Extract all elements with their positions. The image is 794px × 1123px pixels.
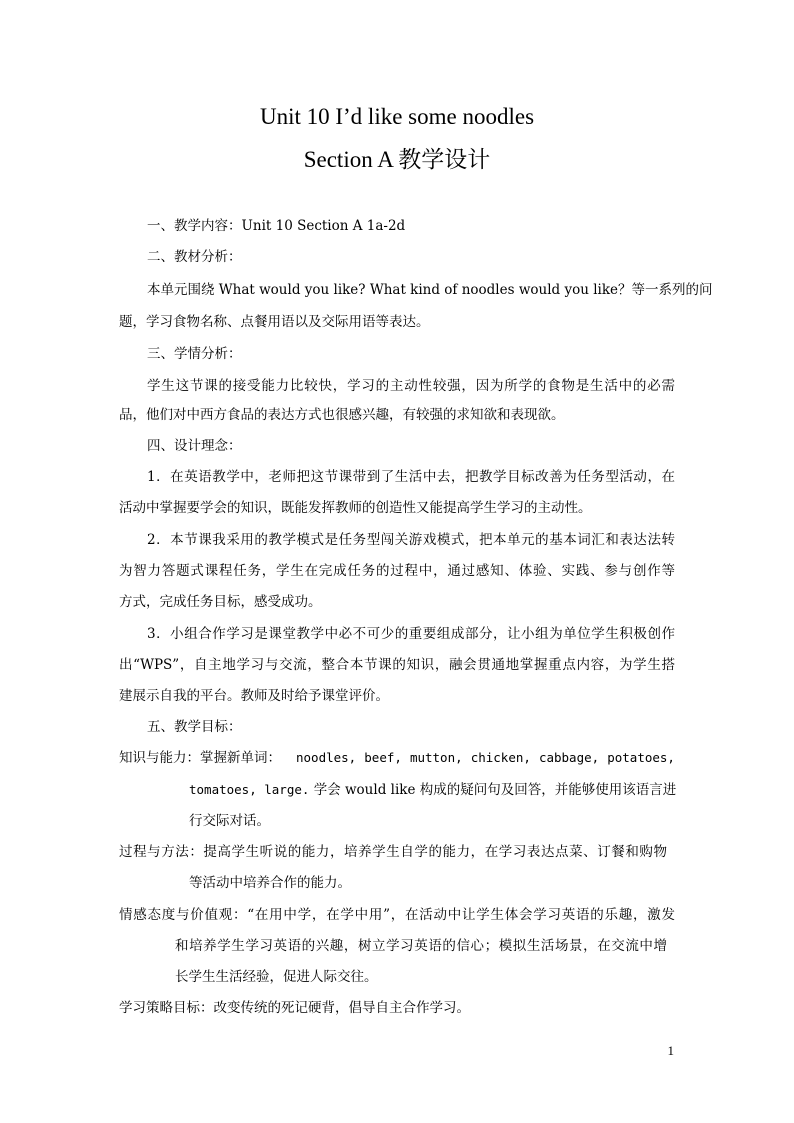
- vocabulary-word: noodles,: [296, 750, 357, 765]
- vocabulary-word: cabbage,: [538, 750, 600, 765]
- paragraph-line: 出“WPS”，自主地学习与交流，整合本节课的知识，融会贯通地掌握重点内容，为学生搭: [119, 657, 675, 673]
- vocabulary-word: beef,: [364, 750, 402, 765]
- paragraph-line: 等活动中培养合作的能力。: [189, 875, 351, 891]
- paragraph-line: 3．小组合作学习是课堂教学中必不可少的重要组成部分，让小组为单位学生积极创作: [147, 626, 675, 642]
- page-number: 1: [667, 1043, 674, 1058]
- document-title: Unit 10 I’d like some noodles: [259, 104, 535, 129]
- vocabulary-word-list: [296, 748, 675, 768]
- paragraph-line: 题，学习食物名称、点餐用语以及交际用语等表达。: [119, 314, 430, 330]
- section-heading-materials: 二、教材分析：: [147, 249, 242, 265]
- vocabulary-word: mutton,: [409, 750, 463, 765]
- paragraph-line: 2．本节课我采用的教学模式是任务型闯关游戏模式，把本单元的基本词汇和表达法转: [147, 532, 675, 548]
- paragraph-line: 学习策略目标：改变传统的死记硬背，倡导自主合作学习。: [119, 1000, 470, 1016]
- paragraph-line: 为智力答题式课程任务，学生在完成任务的过程中，通过感知、体验、实践、参与创作等: [119, 563, 675, 579]
- paragraph-line: 建展示自我的平台。教师及时给予课堂评价。: [119, 688, 389, 704]
- section-heading-design: 四、设计理念：: [147, 438, 242, 454]
- paragraph-line: 学生这节课的接受能力比较快，学习的主动性较强，因为所学的食物是生活中的必需: [147, 378, 675, 394]
- vocabulary-word: chicken,: [470, 750, 531, 765]
- paragraph-line: 情感态度与价值观：“在用中学，在学中用”，在活动中让学生体会学习英语的乐趣，激发: [119, 907, 675, 923]
- vocabulary-word: tomatoes, large.: [189, 782, 310, 797]
- paragraph-line: 活动中掌握要学会的知识，既能发挥教师的创造性又能提高学生学习的主动性。: [119, 500, 592, 516]
- objective-text: 学会 would like 构成的疑问句及回答，并能够使用该语言进: [309, 782, 677, 798]
- vocabulary-word: potatoes,: [607, 750, 675, 765]
- paragraph-line: 品，他们对中西方食品的表达方式也很感兴趣，有较强的求知欲和表现欲。: [119, 407, 565, 423]
- paragraph-line: 和培养学生学习英语的兴趣，树立学习英语的信心；模拟生活场景，在交流中增: [175, 938, 667, 954]
- paragraph-line: 方式，完成任务目标，感受成功。: [119, 594, 322, 610]
- objective-label: 知识与能力：掌握新单词：: [119, 750, 281, 766]
- paragraph-line: [189, 780, 676, 800]
- section-heading-content: 一、教学内容：Unit 10 Section A 1a-2d: [147, 218, 406, 234]
- paragraph-line: 过程与方法：提高学生听说的能力，培养学生自学的能力，在学习表达点菜、订餐和购物: [119, 844, 667, 860]
- paragraph-line: 长学生生活经验，促进人际交往。: [175, 969, 378, 985]
- section-heading-objectives: 五、教学目标：: [147, 719, 242, 735]
- paragraph-line: 本单元围绕 What would you like? What kind of noodles would you like？等一系列的问: [147, 282, 713, 298]
- section-heading-students: 三、学情分析：: [147, 346, 242, 362]
- document-subtitle: Section A 教学设计: [303, 147, 491, 172]
- paragraph-line: 行交际对话。: [189, 813, 270, 829]
- paragraph-line: 1．在英语教学中，老师把这节课带到了生活中去，把教学目标改善为任务型活动，在: [147, 469, 675, 485]
